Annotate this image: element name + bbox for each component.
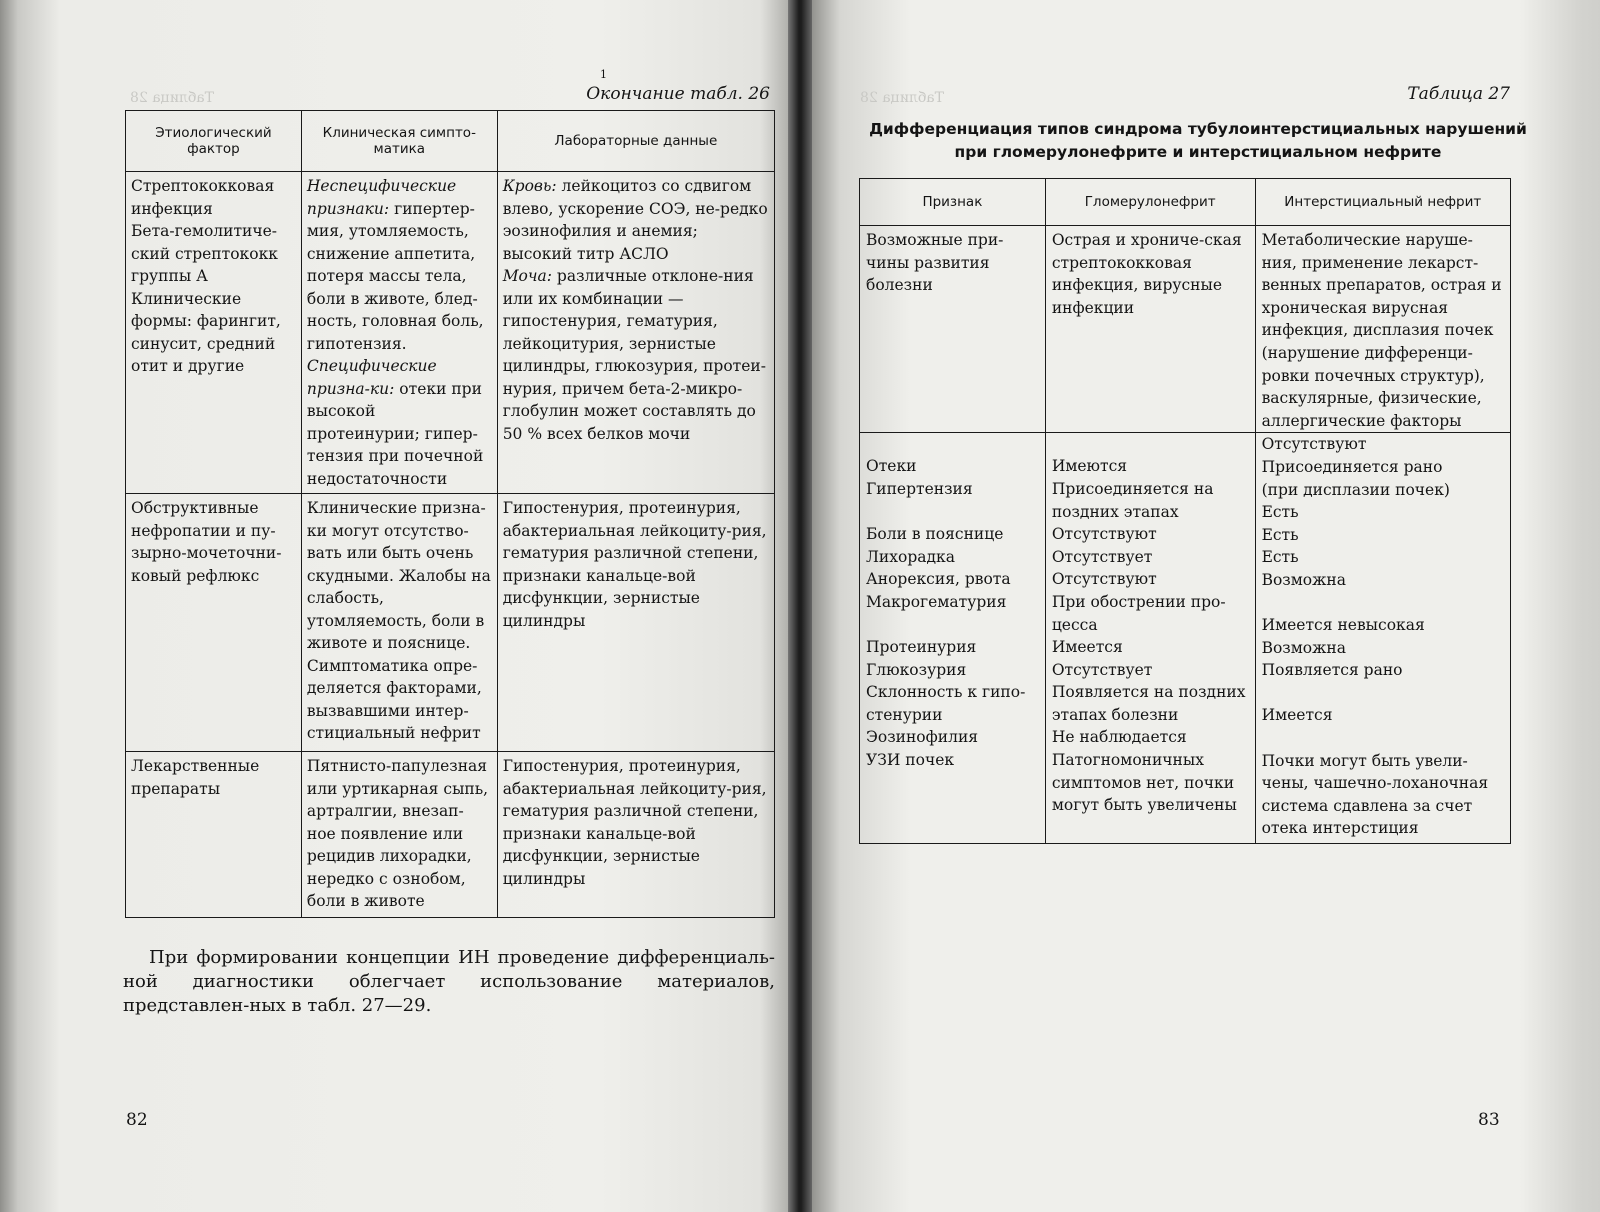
interstitial-item: Имеется bbox=[1261, 706, 1333, 725]
symptom-text: отеки при высокой протеинурии; гипер-тензия при почечной недостаточности bbox=[306, 379, 484, 488]
cell-interstitial: Метаболические наруше-ния, применение лекарст-венных препаратов, острая и хроническая вирусная инфекция, дисплазия почек (нарушение дифференци-ровки почечных структур), васкулярные, физические, аллергические факторы bbox=[1255, 226, 1510, 433]
glomerulo-list bbox=[1052, 455, 1249, 817]
page-number-left: 82 bbox=[126, 1110, 148, 1130]
factor-line: Обструктивные нефропатии и пу-зырно-мочеточни-ковый рефлюкс bbox=[131, 499, 282, 585]
glomerulo-item: Патогномоничных bbox=[1051, 751, 1204, 770]
sign-item: Лихорадка bbox=[866, 547, 955, 566]
glomerulo-item: Имеется bbox=[1051, 638, 1123, 657]
bleed-through-text: Таблица 28 bbox=[860, 90, 944, 106]
cell-lab: Гипостенурия, протеинурия, абактериальная лейкоциту-рия, гематурия различной степени, признаки канальце-вой дисфункции, зернистые цилиндры bbox=[497, 494, 774, 752]
glomerulo-item: Отсутствуют bbox=[1051, 525, 1157, 544]
sign-item: Гипертензия bbox=[866, 479, 973, 498]
continuation-caption bbox=[560, 68, 770, 104]
glomerulo-item: Отсутствуют bbox=[1051, 570, 1157, 589]
interstitial-item: Возможна bbox=[1261, 570, 1346, 589]
symptom-label: Специфические призна-ки: bbox=[306, 357, 437, 398]
glomerulo-item: этапах болезни bbox=[1051, 705, 1179, 724]
cell-sign-list bbox=[860, 433, 1046, 844]
interstitial-item: чены, чашечно-лоханочная bbox=[1261, 774, 1489, 793]
interstitial-item bbox=[1262, 682, 1504, 705]
cell-interstitial-list bbox=[1255, 433, 1510, 844]
header-lab-data: Лабораторные данные bbox=[497, 111, 774, 172]
header-clinical-symptoms: Клиническая симпто-матика bbox=[301, 111, 497, 172]
header-interstitial-nephritis: Интерстициальный нефрит bbox=[1255, 179, 1510, 226]
caption-mark: 1 bbox=[600, 68, 607, 81]
lab-block bbox=[503, 175, 769, 265]
symptom-block bbox=[307, 355, 492, 490]
header-glomerulonephritis: Гломерулонефрит bbox=[1045, 179, 1255, 226]
glomerulo-item: цесса bbox=[1051, 615, 1098, 634]
interstitial-item: Почки могут быть увели- bbox=[1261, 751, 1468, 770]
sign-item: УЗИ почек bbox=[866, 751, 955, 770]
sign-item: Эозинофилия bbox=[866, 728, 979, 747]
interstitial-item: Имеется невысокая bbox=[1261, 616, 1425, 635]
table-27 bbox=[859, 178, 1511, 844]
cell-factor bbox=[126, 494, 302, 752]
interstitial-item: Появляется рано bbox=[1261, 661, 1403, 680]
cell-symptoms: Клинические призна-ки могут отсутство-вать или быть очень скудными. Жалобы на слабость, утомляемость, боли в животе и пояснице. Симптоматика опре-деляется факторами, вызвавшими интер-стициальный нефрит bbox=[301, 494, 497, 752]
table-row bbox=[860, 226, 1511, 433]
interstitial-item: Есть bbox=[1261, 525, 1299, 544]
table-row bbox=[126, 172, 775, 494]
interstitial-list bbox=[1262, 433, 1504, 840]
interstitial-item: Есть bbox=[1261, 548, 1299, 567]
cell-lab: Гипостенурия, протеинурия, абактериальная лейкоциту-рия, гематурия различной степени, признаки канальце-вой дисфункции, зернистые цилиндры bbox=[497, 752, 774, 918]
factor-line: Бета-гемолитиче-ский стрептококк группы А bbox=[131, 222, 278, 285]
sign-item: стенурии bbox=[866, 705, 943, 724]
interstitial-item: Отсутствуют bbox=[1261, 435, 1367, 454]
table-row bbox=[860, 433, 1511, 844]
table-header-row bbox=[860, 179, 1511, 226]
interstitial-item: Присоединяется рано bbox=[1261, 457, 1443, 476]
sign-item: Глюкозурия bbox=[866, 660, 967, 679]
table-header-row bbox=[126, 111, 775, 172]
sign-item bbox=[866, 501, 1039, 524]
book-gutter bbox=[788, 0, 812, 1212]
table-title: Дифференциация типов синдрома тубулоинтерстициальных нарушений при гломерулонефрите и интерстициальном нефрите bbox=[869, 120, 1527, 161]
symptom-block bbox=[307, 175, 492, 355]
header-etiological-factor: Этиологический фактор bbox=[126, 111, 302, 172]
interstitial-item: Есть bbox=[1261, 503, 1299, 522]
glomerulo-item: симптомов нет, почки bbox=[1051, 773, 1235, 792]
sign-item: Боли в пояснице bbox=[866, 525, 1004, 544]
cell-factor bbox=[126, 172, 302, 494]
factor-line: Стрептококковая инфекция bbox=[131, 177, 275, 218]
symptom-text: гипертер-мия, утомляемость, снижение аппетита, потеря массы тела, боли в животе, блед-ность, головная боль, гипотензия. bbox=[306, 199, 484, 353]
table-26-continuation bbox=[125, 110, 775, 918]
symptom-label: Неспецифические признаки: bbox=[306, 177, 457, 218]
glomerulo-item: могут быть увеличены bbox=[1051, 796, 1237, 815]
lab-text: различные отклоне-ния или их комбинации — гипостенурия, гематурия, лейкоцитурия, зернистые цилиндры, глюкозурия, протеи-нурия, причем бета-2-микро-глобулин может составлять до 50 % всех белков мочи bbox=[502, 267, 766, 443]
cell-glomerulo-list bbox=[1045, 433, 1255, 844]
factor-line: Лекарственные препараты bbox=[131, 757, 260, 798]
interstitial-item: Возможна bbox=[1261, 638, 1346, 657]
cell-glomerulo: Острая и хрониче-ская стрептококковая инфекция, вирусные инфекции bbox=[1045, 226, 1255, 433]
interstitial-item: система сдавлена за счет bbox=[1261, 796, 1473, 815]
table-row bbox=[126, 752, 775, 918]
continuation-caption-text: Окончание табл. 26 bbox=[586, 84, 770, 104]
sign-list bbox=[866, 455, 1039, 771]
glomerulo-item: Имеются bbox=[1051, 457, 1128, 476]
table-row bbox=[126, 494, 775, 752]
cell-symptoms bbox=[301, 172, 497, 494]
glomerulo-item: Присоединяется на bbox=[1051, 479, 1214, 498]
cell-sign: Возможные при-чины развития болезни bbox=[860, 226, 1046, 433]
glomerulo-item: Отсутствует bbox=[1051, 660, 1153, 679]
glomerulo-item: При обострении про- bbox=[1051, 592, 1226, 611]
lab-block bbox=[503, 265, 769, 445]
sign-item: Макрогематурия bbox=[866, 592, 1007, 611]
glomerulo-item: Появляется на поздних bbox=[1051, 683, 1246, 702]
cell-symptoms: Пятнисто-папулезная или уртикарная сыпь, артралгии, внезап-ное появление или рецидив лихорадки, нередко с ознобом, боли в животе bbox=[301, 752, 497, 918]
sign-item: Анорексия, рвота bbox=[866, 570, 1011, 589]
sign-item: Протеинурия bbox=[866, 638, 977, 657]
lab-text: лейкоцитоз со сдвигом влево, ускорение СОЭ, не-редко эозинофилия и анемия; высокий титр АСЛО bbox=[502, 177, 768, 263]
glomerulo-item: Отсутствует bbox=[1051, 547, 1153, 566]
sign-item: Склонность к гипо- bbox=[866, 683, 1026, 702]
interstitial-item: отека интерстиция bbox=[1261, 819, 1419, 838]
interstitial-item bbox=[1262, 727, 1504, 750]
lab-label: Кровь: bbox=[502, 177, 557, 195]
cell-lab bbox=[497, 172, 774, 494]
sign-item bbox=[866, 614, 1039, 637]
glomerulo-item: Не наблюдается bbox=[1051, 728, 1187, 747]
interstitial-item bbox=[1262, 592, 1504, 615]
sign-item: Отеки bbox=[866, 457, 917, 476]
glomerulo-item: поздних этапах bbox=[1051, 502, 1179, 521]
body-paragraph: При формировании концепции ИН проведение дифференциаль-ной диагностики облегчает использование материалов, представлен-ных в табл. 27—29. bbox=[123, 947, 775, 1016]
header-sign: Признак bbox=[860, 179, 1046, 226]
factor-line: Клинические формы: фарингит, синусит, средний отит и другие bbox=[131, 289, 281, 375]
interstitial-item: (при дисплазии почек) bbox=[1261, 480, 1450, 499]
lab-label: Моча: bbox=[502, 267, 552, 285]
page-number-right: 83 bbox=[1478, 1110, 1500, 1130]
table-caption: Таблица 27 bbox=[1407, 84, 1510, 104]
cell-factor bbox=[126, 752, 302, 918]
bleed-through-text: Таблица 28 bbox=[130, 90, 214, 106]
